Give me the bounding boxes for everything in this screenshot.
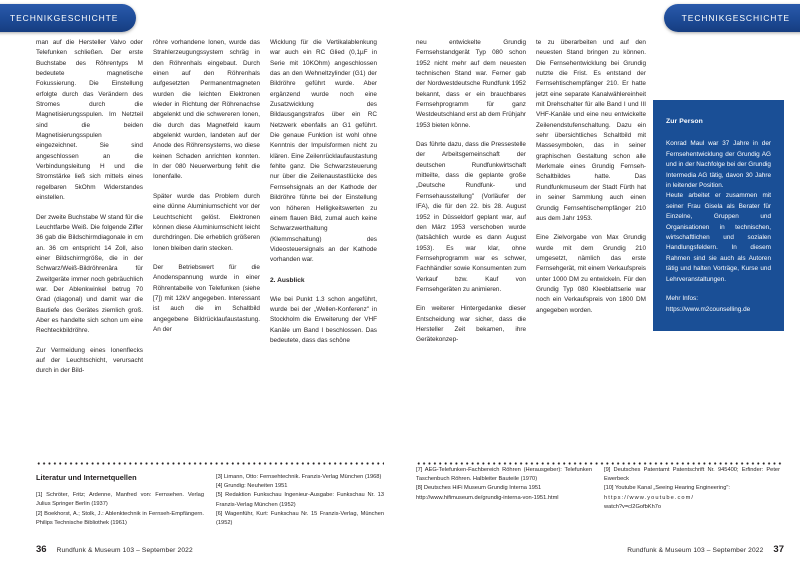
bibliography-entry: [9] Deutsches Patentamt Patentschrift Nr. 945400; Erfinder: Peter Ewerbeck [604, 467, 780, 483]
paragraph: Ein weiterer Hintergedanke dieser Entscheidung war sicher, dass die Hersteller Zeit bekamen, ihre Gerätekonzep- [416, 305, 526, 344]
zur-person-title: Zur Person [666, 118, 703, 125]
bibliography-entry: [5] Redaktion Funkschau Ingenieur-Ausgabe: Funkschau Nr. 13 Franzis-Verlag München (1952) [216, 492, 384, 508]
footer-left [36, 544, 193, 555]
running-head-tab-right: TECHNIKGESCHICHTE [664, 4, 800, 32]
bibliography-entry-url-cont[interactable]: watch?v=cl2GofbKh7o [604, 503, 662, 510]
dotted-divider-right [416, 462, 784, 465]
paragraph: röhre vorhandene Ionen, wurde das Strahlerzeugungssystem schräg in den Röhrenhals eingebaut. Durch einen auf den Röhrenhals aufgesetzten Permanentmagneten wurden die leichten Elektronen wieder in Richtung der Röhrenachse abgelenkt und die schwereren Ionen, die durch das Magnetfeld kaum abgelenkt wurden, landeten auf der Anode des Röhrensystems, wo diese keinen Schaden anrichten konnten. In der 080 Neuerwerbung fehlt die Ionenfalle. [153, 39, 260, 181]
page-number: 37 [773, 544, 784, 555]
running-head-tab-left: TECHNIKGESCHICHTE [0, 4, 136, 32]
section-heading-ausblick: 2. Ausblick [270, 276, 305, 284]
zur-person-box [653, 100, 784, 331]
bibliography-entry-url[interactable]: http://www.hifimuseum.de/grundig-interna-von-1951.html [416, 494, 559, 501]
paragraph: Wicklung für die Vertikalablenkung war auch ein RC Glied (0,1µF in Serie mit 10KOhm) angeschlossen das an den Wehneltzylinder (G1) der Bildröhre geführt wurde. Aber ergänzend wurde noch eine Zusatzwicklung des Bildausgangstrafos über ein RC Netzwerk ebenfalls an G1 geführt. Die genaue Funktion ist wohl ohne Kenntnis der Impulsformen nicht zu klären. Eine Zeilenrücklaufaustastung fehlte ganz. Die Schwarzsteuerung nur über die Zeilenaustastlücke des Fernsehsignals an der Kathode der Bildröhre führte bei der Einstellung von höheren Helligkeitswerten zu einem flauen Bild, zumal auch keine Schwarzwerthaltung (Klemmschaltung) des Videosteuersignals an der Kathode vorhanden war. [270, 39, 377, 264]
bibliography-entry-url[interactable]: https://www.youtube.com/ [604, 494, 695, 501]
bibliography-heading: Literatur und Internetquellen [36, 473, 137, 482]
zur-person-bio-2: Heute arbeitet er zusammen mit seiner Frau Gisela als Berater für Einzelne, Gruppen und Organisationen in technischen, wirtschaftlichen und sozialen Handlungsfeldern. In diesem Rahmen sind sie auch als Autoren tätig und halten Vorträge, Kurse und Lehrveranstaltungen. [666, 192, 771, 283]
zur-person-more-label: Mehr Infos: [666, 295, 698, 303]
footer-issue-line: Rundfunk & Museum 103 – September 2022 [56, 547, 193, 554]
body-column-3 [270, 38, 377, 377]
paragraph: man auf die Hersteller Valvo oder Telefunken schließen. Der erste Buchstabe des Röhrentyps M bedeutete magnetische Fokussierung. Die Einstellung erfolgte durch das Verändern des Stromes durch die Magnetisierungsspulen. Im Netzteil sind die beiden Magnetisierungsspulen eingezeichnet. Sie sind angeschlossen an die Verbindungsleitung H und die Stromstärke ließ sich mittels eines regelbaren 5kOhm Widerstandes einstellen. [36, 39, 143, 202]
paragraph: Wie bei Punkt 1.3 schon angeführt, wurde bei der „Wellen-Konferenz" in Stockholm die Erweiterung der VHF Kanäle um Band I beschlossen. Das bedeutete, dass das schöne [270, 295, 377, 344]
page-number: 36 [36, 544, 47, 555]
bibliography-entry: [7] AEG-Telefunken-Fachbereich Röhren (Herausgeber): Telefunken Taschenbuch Röhren. Halbleiter Bauteile (1970) [416, 467, 592, 483]
zur-person-url[interactable]: https://www.m2counselling.de [666, 305, 751, 313]
paragraph: te zu überarbeiten und auf den neuesten Stand bringen zu können. Die Fernsehentwicklung bei Grundig nutzte die Frist. Es entstand der Fernsehtischempfänger 210. Er hatte jetzt eine separate Kanalwählereinheit mit Drehschalter für alle Band I und III VHF-Kanäle und eine neu entwickelte Zeilenendstufenschaltung. Dazu ein sehr übersichtliches Schaltbild mit Massesymbolen, das in seiner graphischen Gestaltung schon alle Merkmale eines Grundig Fernseh-Schaltbildes hatte. Das Rundfunkmuseum der Stadt Fürth hat in seiner Sammlung auch einen Grundig Fernsehtischempfänger 210 aus dem Jahr 1953. [536, 39, 646, 222]
body-column-4 [416, 38, 526, 346]
bibliography-entry: [4] Grundig: Neuheiten 1951 [216, 483, 288, 490]
footer-issue-line: Rundfunk & Museum 103 – September 2022 [627, 547, 764, 554]
bibliography-left [36, 473, 384, 528]
bibliography-entry: [2] Boekhorst, A.; Stolk, J.: Ablenktechnik in Fernseh-Empfängern. Philips Technische Bibliothek (1961) [36, 510, 204, 526]
paragraph: Später wurde das Problem durch eine dünne Aluminiumschicht vor der Leuchtschicht gelöst. Elektronen können diese Aluminiumschicht leicht durchdringen. Die erheblich größeren Ionen bleiben darin stecken. [153, 192, 260, 252]
paragraph: Eine Zielvorgabe von Max Grundig wurde mit dem Grundig 210 umgesetzt, nämlich das erste Fernsehgerät, mit einem Verkaufspreis unter 1000 DM zu entwickeln. Für den Grundig Typ 080 Kleeblattserie war noch ein Verkaufspreis von 1800 DM angegeben worden. [536, 234, 646, 314]
body-column-2 [153, 38, 260, 377]
bibliography-entry: [1] Schröter, Fritz; Ardenne, Manfred von: Fernsehen. Verlag Julius Springer Berlin (1937) [36, 492, 204, 508]
bibliography-entry: [3] Limann, Otto: Fernsehtechnik. Franzis-Verlag München (1968) [216, 474, 382, 480]
paragraph: Das führte dazu, dass die Pressestelle der Arbeitsgemeinschaft der deutschen Rundfunkwirtschaft mitteilte, dass die geplante große „Deutsche Rundfunk- und Fernsehausstellung" (Vorläufer der IFA), die für den 22. bis 28. August 1952 in Düsseldorf geplant war, auf den März 1953 verschoben wurde (tatsächlich wurde es dann August 1953). Es war klar, ohne Fernsehprogramm war es schwer, Fachhändler sowie Konsumenten zum Verkauf bzw. Kauf von Fernsehgeräten zu animieren. [416, 141, 526, 293]
paragraph: Der zweite Buchstabe W stand für die Leuchtfarbe Weiß. Die folgende Ziffer 36 gab die Bildschirmdiagonale in cm an. 36 cm entspricht 14 Zoll, also einer Bildschirmgröße, die in der Schwarz/Weiß-Bildröhrenära für Zweitgeräte immer noch gebräuchlich war. Der Ablenkwinkel betrug 70 Grad (diagonal) und damit war die Bautiefe des Gerätes ziemlich groß. Aber es handelte sich schon um eine Rechteckbildröhre. [36, 213, 143, 335]
bibliography-column-3 [416, 466, 592, 512]
bibliography-column-1 [36, 473, 204, 528]
paragraph: neu entwickelte Grundig Fernsehstandgerät Typ 080 schon 1952 nicht mehr auf dem neuesten technischen Stand war. Ferner gab der Nordwestdeutsche Rundfunk 1952 bekannt, dass er ein brauchbares Fernsehprogramm für ganz Westdeutschland erst ab dem Frühjahr 1953 bieten könne. [416, 39, 526, 129]
bibliography-right [416, 466, 784, 512]
paragraph: Der Betriebswert für die Anodenspannung wurde in einer Röhrentabelle von Telefunken (siehe [7]) mit 12kV angegeben. Interessant ist auch die im Schaltbild angegebene Bildrücklaufaustastung. An der [153, 263, 260, 333]
body-column-5 [536, 38, 646, 346]
bibliography-entry: [10] Youtube Kanal „Seeing Hearing Engineering": [604, 485, 730, 492]
bibliography-column-2 [216, 473, 384, 528]
paragraph: Zur Vermeidung eines Ionenflecks auf der Leuchtschicht, verursacht durch in der Bild- [36, 346, 143, 375]
body-column-1 [36, 38, 143, 377]
right-page [400, 0, 800, 568]
footer-right [627, 544, 784, 555]
zur-person-bio-1: Konrad Maul war 37 Jahre in der Fernsehentwicklung der Grundig AG und in der Nachfolge bei der Grundig Intermedia AG tätig, davon 30 Jahre in leitender Position. [666, 140, 771, 190]
bibliography-column-4 [604, 466, 780, 512]
dotted-divider-left [36, 462, 384, 465]
bibliography-entry: [6] Wagenführ, Kurt: Funkschau Nr. 15 Franzis-Verlag, München (1952) [216, 510, 384, 527]
left-page-body-columns [36, 38, 384, 377]
bibliography-entry: [8] Deutsches HiFi Museum Grundig Interna 1951 [416, 485, 542, 492]
